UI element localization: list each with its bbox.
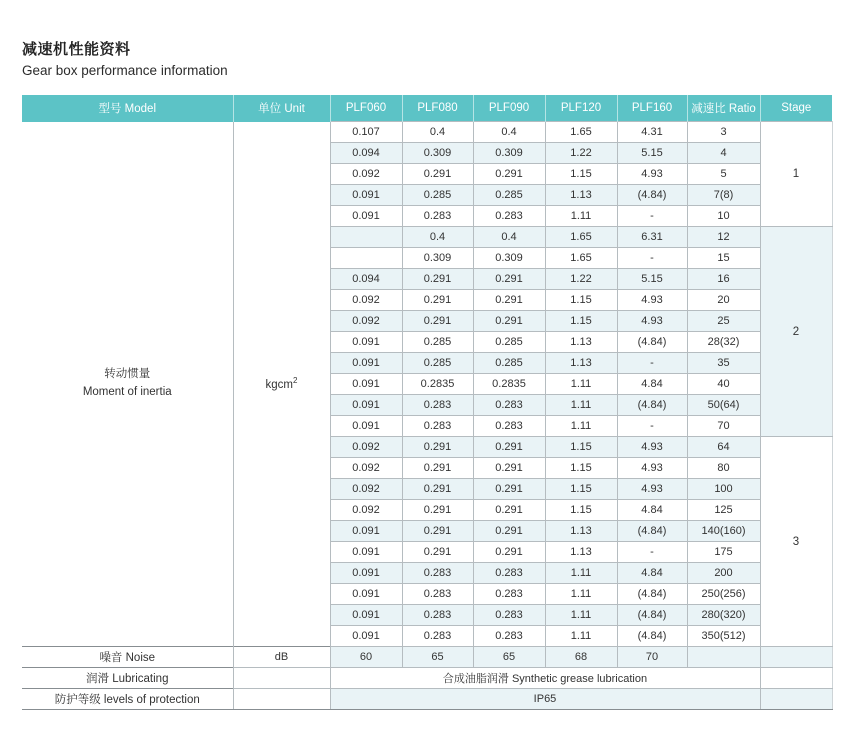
table-cell: 4.93 bbox=[617, 458, 687, 479]
table-cell: 1.15 bbox=[545, 500, 617, 521]
table-cell: 0.091 bbox=[330, 605, 402, 626]
table-cell: 0.091 bbox=[330, 374, 402, 395]
table-cell: 0.291 bbox=[473, 164, 545, 185]
table-cell: 0.291 bbox=[473, 311, 545, 332]
table-cell: 0.283 bbox=[473, 563, 545, 584]
table-cell: - bbox=[617, 416, 687, 437]
table-cell: - bbox=[617, 353, 687, 374]
noise-unit: dB bbox=[233, 647, 330, 668]
table-cell: 1.11 bbox=[545, 206, 617, 227]
table-cell: 0.283 bbox=[402, 395, 473, 416]
performance-table bbox=[22, 95, 833, 710]
stage-cell: 3 bbox=[760, 437, 832, 647]
table-cell: 0.091 bbox=[330, 185, 402, 206]
table-cell: 1.11 bbox=[545, 374, 617, 395]
page-title-en: Gear box performance information bbox=[22, 63, 228, 78]
table-cell: 1.22 bbox=[545, 143, 617, 164]
table-cell: 0.092 bbox=[330, 437, 402, 458]
table-cell: 0.291 bbox=[402, 542, 473, 563]
table-cell: 40 bbox=[687, 374, 760, 395]
table-cell: 0.291 bbox=[402, 500, 473, 521]
table-cell: 0.283 bbox=[402, 206, 473, 227]
table-cell: 0.283 bbox=[402, 626, 473, 647]
table-cell: 0.291 bbox=[473, 479, 545, 500]
table-cell: 0.291 bbox=[473, 500, 545, 521]
table-cell: 1.11 bbox=[545, 563, 617, 584]
table-cell: 15 bbox=[687, 248, 760, 269]
table-cell: 0.291 bbox=[402, 164, 473, 185]
table-cell: 0.091 bbox=[330, 332, 402, 353]
column-header-plf160: PLF160 bbox=[617, 95, 687, 122]
table-cell: 1.11 bbox=[545, 605, 617, 626]
table-cell: 1.13 bbox=[545, 542, 617, 563]
table-cell: 0.285 bbox=[402, 185, 473, 206]
table-cell: 0.291 bbox=[473, 521, 545, 542]
table-cell bbox=[330, 248, 402, 269]
table-cell: 10 bbox=[687, 206, 760, 227]
table-cell: 0.091 bbox=[330, 353, 402, 374]
table-cell: 100 bbox=[687, 479, 760, 500]
stage-cell: 2 bbox=[760, 227, 832, 437]
table-cell: (4.84) bbox=[617, 395, 687, 416]
table-cell: 0.091 bbox=[330, 584, 402, 605]
table-cell bbox=[687, 647, 760, 668]
table-cell: 0.092 bbox=[330, 290, 402, 311]
table-cell: 0.091 bbox=[330, 563, 402, 584]
table-cell: 4.84 bbox=[617, 374, 687, 395]
table-cell: 0.291 bbox=[473, 290, 545, 311]
table-cell: 1.15 bbox=[545, 437, 617, 458]
table-cell: 0.291 bbox=[402, 458, 473, 479]
table-cell: (4.84) bbox=[617, 605, 687, 626]
table-cell: 4.84 bbox=[617, 500, 687, 521]
stage-cell: 1 bbox=[760, 122, 832, 227]
table-cell: 20 bbox=[687, 290, 760, 311]
table-cell: 6.31 bbox=[617, 227, 687, 248]
table-cell: 0.107 bbox=[330, 122, 402, 143]
table-cell: 0.291 bbox=[402, 311, 473, 332]
table-cell: 0.4 bbox=[402, 227, 473, 248]
table-cell: 0.291 bbox=[402, 290, 473, 311]
table-cell bbox=[760, 668, 832, 689]
column-header-plf080: PLF080 bbox=[402, 95, 473, 122]
table-header bbox=[22, 95, 832, 122]
table-cell: 0.309 bbox=[473, 248, 545, 269]
table-cell: 5.15 bbox=[617, 143, 687, 164]
table-cell: 0.2835 bbox=[402, 374, 473, 395]
table-cell: 0.283 bbox=[473, 416, 545, 437]
table-cell: 0.283 bbox=[473, 395, 545, 416]
table-cell: 1.15 bbox=[545, 290, 617, 311]
table-cell: 1.13 bbox=[545, 353, 617, 374]
protection-value: IP65 bbox=[330, 689, 760, 710]
table-cell: 0.091 bbox=[330, 416, 402, 437]
table-cell: 1.13 bbox=[545, 521, 617, 542]
table-cell: 250(256) bbox=[687, 584, 760, 605]
table-cell: 1.15 bbox=[545, 311, 617, 332]
table-cell: 1.15 bbox=[545, 164, 617, 185]
table-cell: 1.13 bbox=[545, 332, 617, 353]
table-cell: 3 bbox=[687, 122, 760, 143]
unit-cell: kgcm$^2$ bbox=[233, 122, 330, 647]
table-cell: 28(32) bbox=[687, 332, 760, 353]
column-header-plf060: PLF060 bbox=[330, 95, 402, 122]
table-cell: 65 bbox=[473, 647, 545, 668]
table-cell: (4.84) bbox=[617, 185, 687, 206]
table-cell: 0.291 bbox=[402, 479, 473, 500]
table-cell: 0.283 bbox=[473, 626, 545, 647]
lubricating-unit bbox=[233, 668, 330, 689]
table-cell bbox=[760, 647, 832, 668]
table-cell: 0.4 bbox=[473, 122, 545, 143]
table-cell: 4.93 bbox=[617, 479, 687, 500]
table-cell: 0.291 bbox=[473, 458, 545, 479]
table-cell: - bbox=[617, 248, 687, 269]
table-cell: 0.091 bbox=[330, 626, 402, 647]
table-cell: 1.13 bbox=[545, 185, 617, 206]
table-cell: 0.291 bbox=[473, 437, 545, 458]
table-cell: 0.092 bbox=[330, 479, 402, 500]
lubricating-row bbox=[22, 668, 832, 689]
table-cell: 280(320) bbox=[687, 605, 760, 626]
table-cell: 0.092 bbox=[330, 164, 402, 185]
column-header-plf120: PLF120 bbox=[545, 95, 617, 122]
table-cell: 0.091 bbox=[330, 521, 402, 542]
table-cell: 0.291 bbox=[402, 521, 473, 542]
column-header-stage: Stage bbox=[760, 95, 832, 122]
table-cell: 0.285 bbox=[473, 332, 545, 353]
table-cell: 0.4 bbox=[473, 227, 545, 248]
column-header-model: 型号 Model bbox=[22, 95, 233, 122]
table-cell: 0.094 bbox=[330, 269, 402, 290]
column-header-plf090: PLF090 bbox=[473, 95, 545, 122]
table-cell: 4 bbox=[687, 143, 760, 164]
page-title-zh: 减速机性能资料 bbox=[22, 41, 131, 58]
table-cell: 0.092 bbox=[330, 311, 402, 332]
table-cell bbox=[760, 689, 832, 710]
protection-unit bbox=[233, 689, 330, 710]
table-cell: 0.283 bbox=[402, 416, 473, 437]
noise-row bbox=[22, 647, 832, 668]
table-row bbox=[22, 122, 832, 143]
table-cell: 0.283 bbox=[473, 584, 545, 605]
table-cell: 1.65 bbox=[545, 227, 617, 248]
table-cell: 0.291 bbox=[473, 542, 545, 563]
table-cell: 1.11 bbox=[545, 395, 617, 416]
table-cell: 0.4 bbox=[402, 122, 473, 143]
table-cell: 0.309 bbox=[473, 143, 545, 164]
table-cell: 50(64) bbox=[687, 395, 760, 416]
table-cell: 0.283 bbox=[402, 584, 473, 605]
table-cell: 35 bbox=[687, 353, 760, 374]
table-cell: 0.091 bbox=[330, 206, 402, 227]
table-cell: 4.93 bbox=[617, 311, 687, 332]
table-cell: 70 bbox=[617, 647, 687, 668]
column-header-unit: 单位 Unit bbox=[233, 95, 330, 122]
table-cell: 4.93 bbox=[617, 290, 687, 311]
table-cell: 1.65 bbox=[545, 122, 617, 143]
table-cell: 0.094 bbox=[330, 143, 402, 164]
table-cell: 80 bbox=[687, 458, 760, 479]
column-header-ratio: 减速比 Ratio bbox=[687, 95, 760, 122]
table-cell: 1.11 bbox=[545, 584, 617, 605]
table-cell: 0.291 bbox=[402, 269, 473, 290]
table-cell: 0.285 bbox=[473, 353, 545, 374]
table-cell: 12 bbox=[687, 227, 760, 248]
table-cell: 1.15 bbox=[545, 479, 617, 500]
table-cell: - bbox=[617, 206, 687, 227]
table-cell: 4.93 bbox=[617, 437, 687, 458]
table-cell: 350(512) bbox=[687, 626, 760, 647]
table-cell: 0.285 bbox=[402, 353, 473, 374]
table-cell: 0.2835 bbox=[473, 374, 545, 395]
table-cell: 125 bbox=[687, 500, 760, 521]
table-cell: 5.15 bbox=[617, 269, 687, 290]
table-cell: 1.11 bbox=[545, 626, 617, 647]
protection-label: 防护等级 levels of protection bbox=[22, 689, 233, 710]
table-cell: 0.285 bbox=[473, 185, 545, 206]
table-cell bbox=[330, 227, 402, 248]
table-cell: (4.84) bbox=[617, 332, 687, 353]
table-cell: 0.091 bbox=[330, 542, 402, 563]
table-cell: 0.291 bbox=[473, 269, 545, 290]
table-cell: 1.11 bbox=[545, 416, 617, 437]
table-cell: 140(160) bbox=[687, 521, 760, 542]
table-cell: 70 bbox=[687, 416, 760, 437]
table-cell: 0.283 bbox=[402, 563, 473, 584]
table-cell: 0.283 bbox=[473, 206, 545, 227]
table-body bbox=[22, 122, 832, 710]
table-cell: 7(8) bbox=[687, 185, 760, 206]
table-cell: 200 bbox=[687, 563, 760, 584]
table-cell: 25 bbox=[687, 311, 760, 332]
table-cell: 65 bbox=[402, 647, 473, 668]
table-cell: 4.31 bbox=[617, 122, 687, 143]
protection-row bbox=[22, 689, 832, 710]
table-cell: 0.285 bbox=[402, 332, 473, 353]
table-cell: 4.84 bbox=[617, 563, 687, 584]
table-cell: 64 bbox=[687, 437, 760, 458]
table-cell: 1.65 bbox=[545, 248, 617, 269]
table-cell: (4.84) bbox=[617, 584, 687, 605]
table-cell: 4.93 bbox=[617, 164, 687, 185]
table-cell: 0.309 bbox=[402, 143, 473, 164]
table-cell: 1.15 bbox=[545, 458, 617, 479]
table-cell: 16 bbox=[687, 269, 760, 290]
table-cell: 0.092 bbox=[330, 500, 402, 521]
table-cell: (4.84) bbox=[617, 626, 687, 647]
table-cell: 175 bbox=[687, 542, 760, 563]
table-cell: - bbox=[617, 542, 687, 563]
row-label-moment-of-inertia: 转动惯量 Moment of inertia bbox=[22, 122, 233, 647]
lubricating-label: 润滑 Lubricating bbox=[22, 668, 233, 689]
table-cell: 68 bbox=[545, 647, 617, 668]
table-cell: 0.092 bbox=[330, 458, 402, 479]
table-cell: 1.22 bbox=[545, 269, 617, 290]
table-cell: 0.309 bbox=[402, 248, 473, 269]
table-cell: (4.84) bbox=[617, 521, 687, 542]
table-cell: 0.091 bbox=[330, 395, 402, 416]
table-cell: 0.283 bbox=[473, 605, 545, 626]
table-cell: 5 bbox=[687, 164, 760, 185]
noise-label: 噪音 Noise bbox=[22, 647, 233, 668]
table-cell: 0.283 bbox=[402, 605, 473, 626]
table-cell: 0.291 bbox=[402, 437, 473, 458]
lubricating-value: 合成油脂润滑 Synthetic grease lubrication bbox=[330, 668, 760, 689]
table-cell: 60 bbox=[330, 647, 402, 668]
